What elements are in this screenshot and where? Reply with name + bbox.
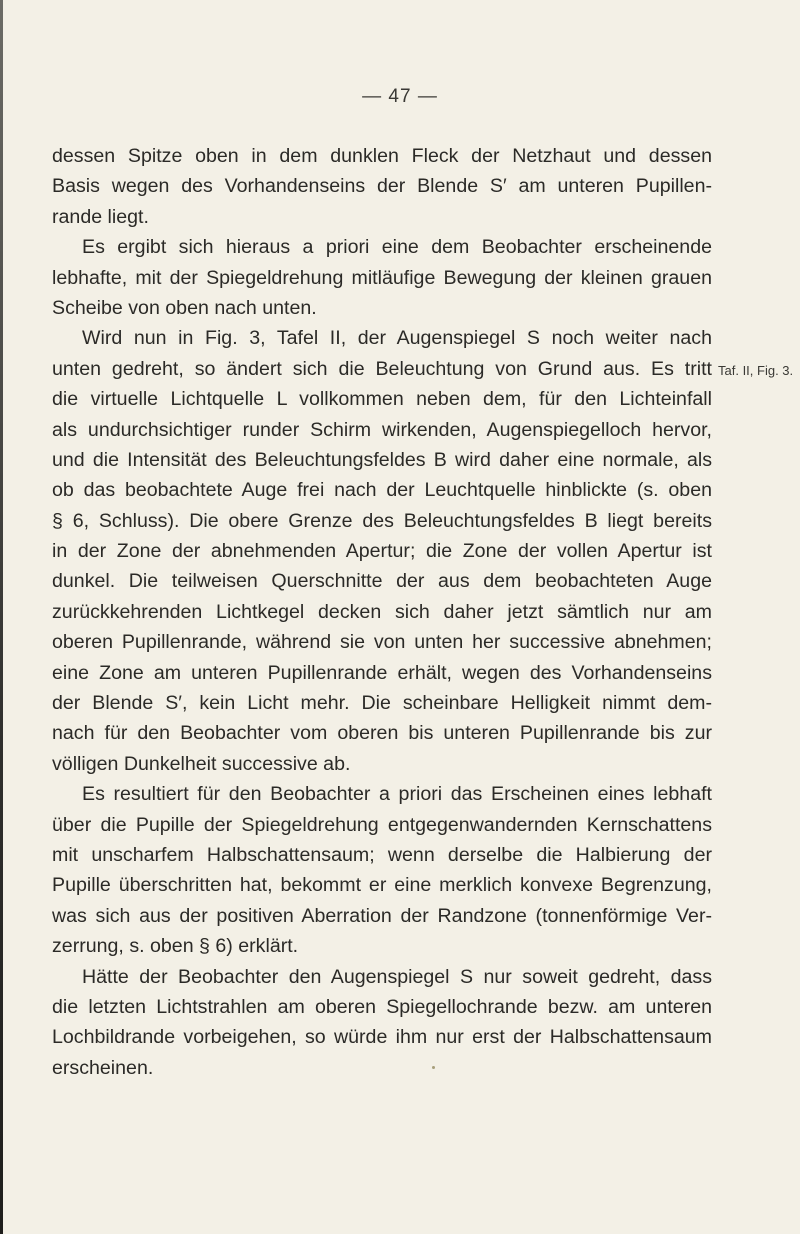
text-line: oberen Pupillenrande, während sie von unten her successive abnehmen;: [52, 631, 712, 654]
text-line: was sich aus der positiven Aberration der Randzone (tonnenförmige Ver-: [52, 904, 712, 927]
text-line: dunkel. Die teilweisen Querschnitte der aus dem beobachteten Auge: [52, 570, 712, 593]
text-line: mit unscharfem Halbschattensaum; wenn derselbe die Halbierung der: [52, 843, 712, 866]
text-line: rande liegt.: [52, 205, 149, 228]
text-line: Es ergibt sich hieraus a priori eine dem Beobachter erscheinende: [82, 236, 712, 259]
text-line: über die Pupille der Spiegeldrehung entgegenwandernden Kernschattens: [52, 813, 712, 836]
margin-note: Taf. II, Fig. 3.: [718, 363, 794, 378]
page-number: — 47 —: [362, 86, 438, 107]
text-line: Wird nun in Fig. 3, Tafel II, der Augenspiegel S noch weiter nach: [82, 327, 712, 350]
text-line: unten gedreht, so ändert sich die Beleuchtung von Grund aus. Es tritt: [52, 357, 712, 380]
text-line: und die Intensität des Beleuchtungsfeldes B wird daher eine normale, als: [52, 448, 712, 471]
text-line: Es resultiert für den Beobachter a priori das Erscheinen eines lebhaft: [82, 783, 712, 806]
text-line: erscheinen.: [52, 1056, 154, 1079]
paper-speck: [432, 1066, 435, 1069]
body-text: [52, 141, 712, 1083]
text-line: lebhafte, mit der Spiegeldrehung mitläufige Bewegung der kleinen grauen: [52, 266, 712, 289]
text-line: in der Zone der abnehmenden Apertur; die Zone der vollen Apertur ist: [52, 540, 712, 563]
text-line: Scheibe von oben nach unten.: [52, 296, 317, 319]
text-line: zurückkehrenden Lichtkegel decken sich daher jetzt sämtlich nur am: [52, 600, 712, 623]
text-line: als undurchsichtiger runder Schirm wirkenden, Augenspiegelloch hervor,: [52, 418, 712, 441]
text-line: ob das beobachtete Auge frei nach der Leuchtquelle hinblickte (s. oben: [52, 479, 712, 502]
text-line: § 6, Schluss). Die obere Grenze des Beleuchtungsfeldes B liegt bereits: [52, 509, 712, 532]
text-line: Lochbildrande vorbeigehen, so würde ihm nur erst der Halbschattensaum: [52, 1026, 712, 1049]
text-line: der Blende S′, kein Licht mehr. Die scheinbare Helligkeit nimmt dem-: [52, 692, 712, 715]
text-line: die letzten Lichtstrahlen am oberen Spiegellochrande bezw. am unteren: [52, 995, 712, 1018]
binding-edge: [0, 0, 3, 1234]
text-line: eine Zone am unteren Pupillenrande erhält, wegen des Vorhandenseins: [52, 661, 712, 684]
text-line: nach für den Beobachter vom oberen bis unteren Pupillenrande bis zur: [52, 722, 712, 745]
text-line: die virtuelle Lichtquelle L vollkommen neben dem, für den Lichteinfall: [52, 388, 712, 411]
text-line: Hätte der Beobachter den Augenspiegel S nur soweit gedreht, dass: [82, 965, 712, 988]
text-line: Pupille überschritten hat, bekommt er eine merklich konvexe Begrenzung,: [52, 874, 712, 897]
text-line: zerrung, s. oben § 6) erklärt.: [52, 935, 299, 958]
text-line: Basis wegen des Vorhandenseins der Blende S′ am unteren Pupillen-: [52, 175, 712, 198]
text-line: völligen Dunkelheit successive ab.: [52, 752, 351, 775]
text-line: dessen Spitze oben in dem dunklen Fleck der Netzhaut und dessen: [52, 145, 712, 167]
